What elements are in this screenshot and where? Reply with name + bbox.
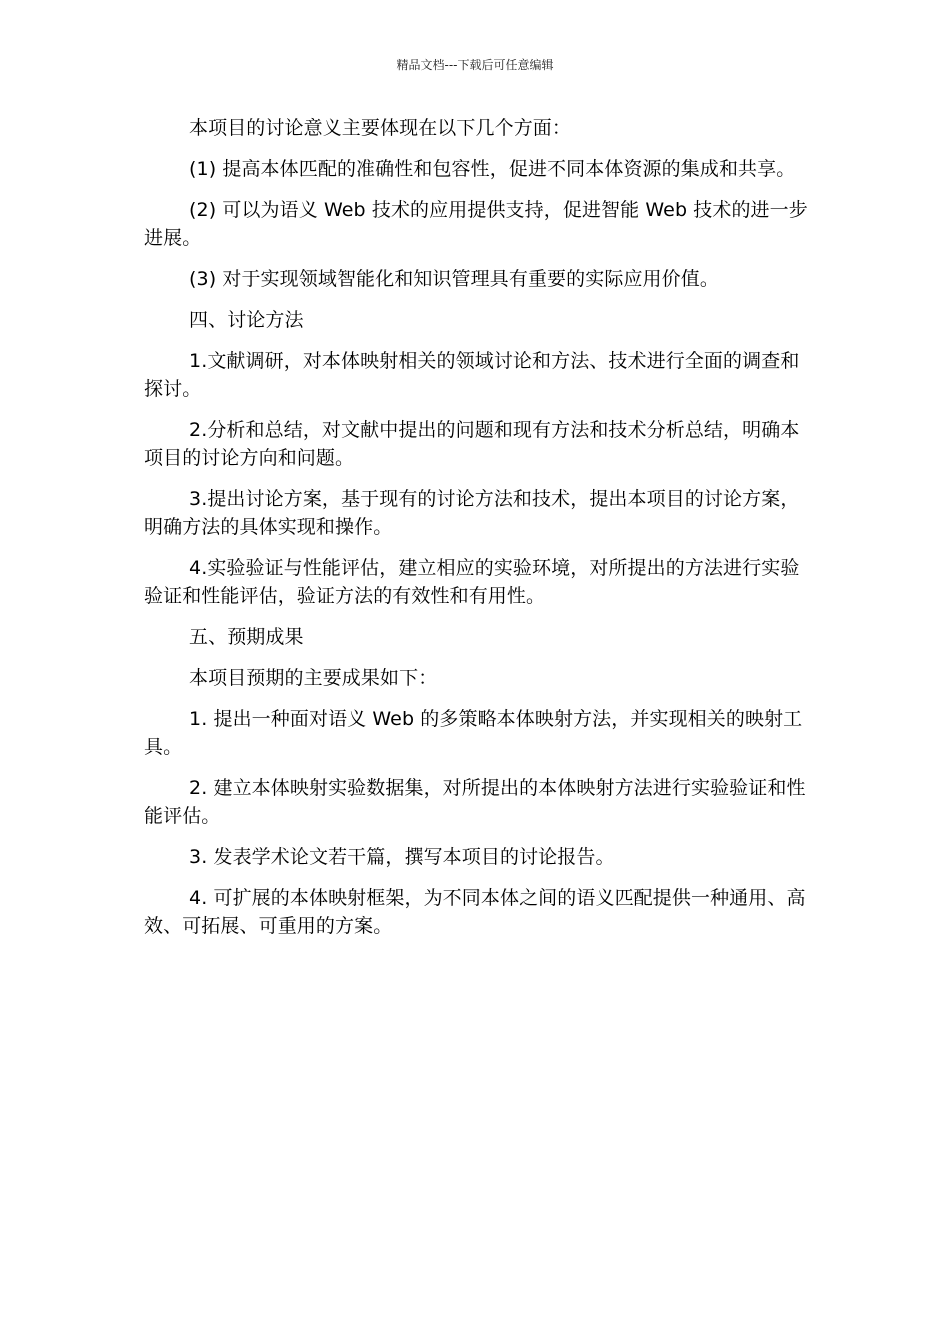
paragraph-outcome-2: 2. 建立本体映射实验数据集，对所提出的本体映射方法进行实验验证和性能评估。 bbox=[144, 777, 806, 827]
paragraph-significance-1: (1) 提高本体匹配的准确性和包容性，促进不同本体资源的集成和共享。 bbox=[189, 158, 796, 180]
paragraph-intro: 本项目的讨论意义主要体现在以下几个方面： bbox=[189, 117, 572, 139]
section-heading-outcomes: 五、预期成果 bbox=[189, 626, 304, 648]
paragraph-method-1: 1.文献调研，对本体映射相关的领域讨论和方法、技术进行全面的调查和探讨。 bbox=[144, 350, 800, 400]
paragraph-significance-2: (2) 可以为语义 Web 技术的应用提供支持，促进智能 Web 技术的进一步进展。 bbox=[144, 199, 808, 249]
section-heading-methods: 四、讨论方法 bbox=[189, 309, 304, 331]
paragraph-significance-3: (3) 对于实现领域智能化和知识管理具有重要的实际应用价值。 bbox=[189, 268, 719, 290]
paragraph-outcome-1: 1. 提出一种面对语义 Web 的多策略本体映射方法，并实现相关的映射工具。 bbox=[144, 708, 803, 758]
page-header: 精品文档---下载后可任意编辑 bbox=[396, 58, 554, 72]
paragraph-method-3: 3.提出讨论方案，基于现有的讨论方法和技术，提出本项目的讨论方案，明确方法的具体实现和操作。 bbox=[144, 488, 800, 538]
paragraph-method-2: 2.分析和总结，对文献中提出的问题和现有方法和技术分析总结，明确本项目的讨论方向和问题。 bbox=[144, 419, 800, 469]
paragraph-outcomes-intro: 本项目预期的主要成果如下： bbox=[189, 667, 438, 689]
paragraph-outcome-4: 4. 可扩展的本体映射框架，为不同本体之间的语义匹配提供一种通用、高效、可拓展、可重用的方案。 bbox=[144, 887, 806, 937]
paragraph-method-4: 4.实验验证与性能评估，建立相应的实验环境，对所提出的方法进行实验验证和性能评估，验证方法的有效性和有用性。 bbox=[144, 557, 800, 607]
document-body bbox=[144, 114, 808, 953]
paragraph-outcome-3: 3. 发表学术论文若干篇，撰写本项目的讨论报告。 bbox=[189, 846, 615, 868]
